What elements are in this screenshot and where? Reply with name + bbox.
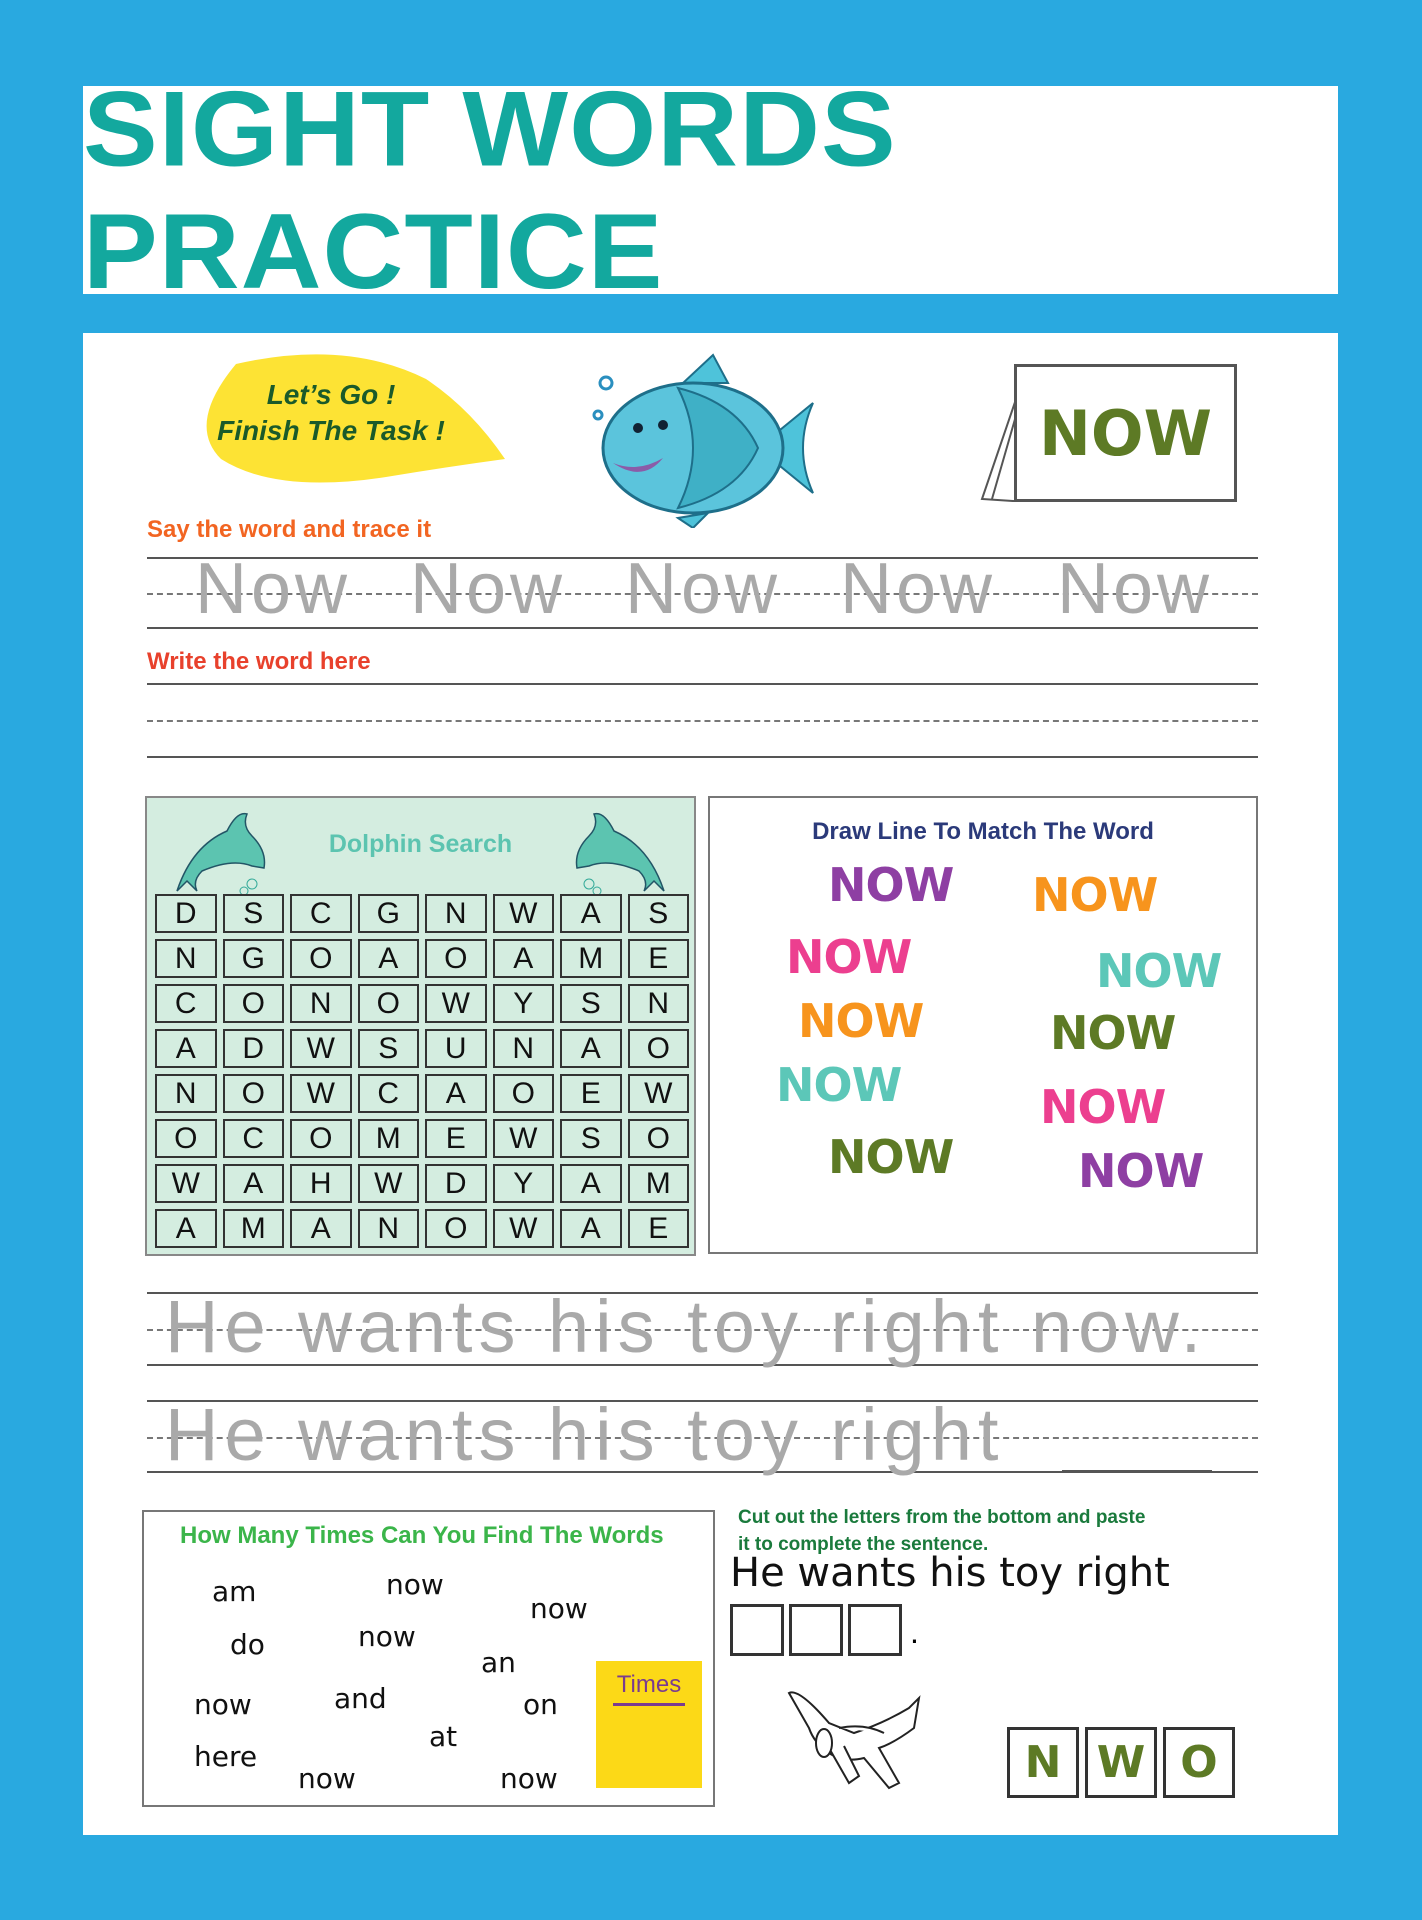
grid-cell[interactable]: M [223, 1209, 285, 1248]
match-word[interactable]: NOW [1032, 868, 1158, 922]
match-word[interactable]: NOW [828, 1130, 954, 1184]
find-word: now [194, 1688, 252, 1721]
cutout-letter[interactable]: O [1163, 1727, 1235, 1798]
word-search-title: Dolphin Search [328, 830, 513, 858]
grid-cell[interactable]: G [223, 939, 285, 978]
grid-cell[interactable]: A [290, 1209, 352, 1248]
grid-cell[interactable]: A [560, 1209, 622, 1248]
write-line[interactable] [147, 683, 1258, 685]
match-word[interactable]: NOW [1050, 1006, 1176, 1060]
match-word[interactable]: NOW [1096, 944, 1222, 998]
times-box[interactable] [596, 1661, 702, 1788]
grid-cell[interactable]: A [223, 1164, 285, 1203]
instruction-line-2: it to complete the sentence. [738, 1534, 989, 1555]
grid-cell[interactable]: A [560, 894, 622, 933]
grid-cell[interactable]: O [290, 1119, 352, 1158]
grid-cell[interactable]: W [358, 1164, 420, 1203]
find-word: now [500, 1762, 558, 1795]
grid-cell[interactable]: C [223, 1119, 285, 1158]
cutout-letter[interactable]: W [1085, 1727, 1157, 1798]
cut-sentence: He wants his toy right [730, 1550, 1170, 1596]
grid-cell[interactable]: S [628, 894, 690, 933]
grid-cell[interactable]: E [560, 1074, 622, 1113]
grid-cell[interactable]: A [493, 939, 555, 978]
grid-cell[interactable]: H [290, 1164, 352, 1203]
trace-word: Now [1057, 549, 1214, 629]
grid-cell[interactable]: O [425, 1209, 487, 1248]
grid-cell[interactable]: O [155, 1119, 217, 1158]
find-word: at [429, 1720, 458, 1753]
paste-box[interactable] [730, 1604, 784, 1656]
grid-cell[interactable]: A [560, 1029, 622, 1068]
grid-cell[interactable]: W [290, 1029, 352, 1068]
fish-illustration [588, 353, 818, 528]
grid-cell[interactable]: W [290, 1074, 352, 1113]
grid-cell[interactable]: O [493, 1074, 555, 1113]
grid-cell[interactable]: U [425, 1029, 487, 1068]
airplane-illustration [784, 1688, 934, 1796]
word-search-box [145, 796, 696, 1256]
match-word[interactable]: NOW [798, 994, 924, 1048]
grid-cell[interactable]: M [560, 939, 622, 978]
grid-cell[interactable]: N [425, 894, 487, 933]
bubble-line-1: Let’s Go ! [266, 379, 396, 410]
find-word: now [358, 1620, 416, 1653]
trace-word: Now [625, 549, 782, 629]
grid-cell[interactable]: M [358, 1119, 420, 1158]
word-card [980, 364, 1237, 502]
bubble-line-2: Finish The Task ! [217, 415, 445, 446]
grid-cell[interactable]: A [358, 939, 420, 978]
grid-cell[interactable]: W [493, 894, 555, 933]
grid-cell[interactable]: W [628, 1074, 690, 1113]
grid-cell[interactable]: S [560, 1119, 622, 1158]
find-word: on [523, 1688, 558, 1721]
match-word[interactable]: NOW [776, 1058, 902, 1112]
grid-cell[interactable]: O [223, 1074, 285, 1113]
paste-box[interactable] [848, 1604, 902, 1656]
write-line-dashed [147, 720, 1258, 722]
cutout-letter[interactable]: N [1007, 1727, 1079, 1798]
grid-cell[interactable]: Y [493, 1164, 555, 1203]
instruction-line-1: Cut out the letters from the bottom and paste [738, 1507, 1146, 1528]
grid-cell[interactable]: S [223, 894, 285, 933]
speech-bubble [196, 349, 505, 490]
find-word: now [386, 1568, 444, 1601]
sentence-trace-1: He wants his toy right now. [165, 1285, 1208, 1368]
page-title: SIGHT WORDS PRACTICE [83, 69, 897, 311]
grid-cell[interactable]: S [358, 1029, 420, 1068]
grid-cell[interactable]: C [290, 894, 352, 933]
grid-cell[interactable]: O [425, 939, 487, 978]
grid-cell[interactable]: W [493, 1119, 555, 1158]
grid-cell[interactable]: N [290, 984, 352, 1023]
grid-cell[interactable]: A [155, 1029, 217, 1068]
match-word[interactable]: NOW [786, 930, 912, 984]
find-word: do [230, 1628, 265, 1661]
match-title: Draw Line To Match The Word [812, 818, 1154, 845]
find-word: am [212, 1575, 257, 1608]
title-banner [83, 69, 1338, 311]
find-word: an [481, 1646, 516, 1679]
trace-label: Say the word and trace it [147, 516, 432, 543]
grid-cell[interactable]: W [155, 1164, 217, 1203]
find-word: now [298, 1762, 356, 1795]
times-label: Times [613, 1671, 685, 1706]
letter-grid [155, 894, 689, 1248]
grid-cell[interactable]: O [628, 1029, 690, 1068]
write-label: Write the word here [147, 648, 371, 675]
paste-box[interactable] [789, 1604, 843, 1656]
sentence-trace-2: He wants his toy right [165, 1393, 1005, 1476]
grid-cell[interactable]: O [223, 984, 285, 1023]
grid-cell[interactable]: E [425, 1119, 487, 1158]
grid-cell[interactable]: W [493, 1209, 555, 1248]
grid-cell[interactable]: M [628, 1164, 690, 1203]
grid-cell[interactable]: O [628, 1119, 690, 1158]
grid-cell[interactable]: A [425, 1074, 487, 1113]
grid-cell[interactable]: G [358, 894, 420, 933]
find-word: now [530, 1592, 588, 1625]
grid-cell[interactable]: C [155, 984, 217, 1023]
grid-cell[interactable]: N [493, 1029, 555, 1068]
answer-blank[interactable] [1062, 1470, 1212, 1473]
match-word[interactable]: NOW [1040, 1080, 1166, 1134]
sentence-period: . [910, 1614, 919, 1650]
card-word: NOW [1039, 396, 1212, 470]
grid-cell[interactable]: N [358, 1209, 420, 1248]
match-word[interactable]: NOW [828, 858, 954, 912]
write-line [147, 756, 1258, 758]
trace-word: Now [410, 549, 567, 629]
grid-cell[interactable]: N [155, 1074, 217, 1113]
trace-word: Now [840, 549, 997, 629]
grid-cell[interactable]: E [628, 939, 690, 978]
grid-cell[interactable]: W [425, 984, 487, 1023]
grid-cell[interactable]: E [628, 1209, 690, 1248]
grid-cell[interactable]: D [425, 1164, 487, 1203]
find-word: here [194, 1740, 258, 1773]
grid-cell[interactable]: N [155, 939, 217, 978]
grid-cell[interactable]: S [560, 984, 622, 1023]
grid-cell[interactable]: O [290, 939, 352, 978]
grid-cell[interactable]: A [560, 1164, 622, 1203]
find-word: and [334, 1682, 387, 1715]
grid-cell[interactable]: D [155, 894, 217, 933]
grid-cell[interactable]: C [358, 1074, 420, 1113]
grid-cell[interactable]: D [223, 1029, 285, 1068]
find-words-title: How Many Times Can You Find The Words [180, 1522, 664, 1549]
grid-cell[interactable]: O [358, 984, 420, 1023]
trace-word: Now [195, 549, 352, 629]
grid-cell[interactable]: Y [493, 984, 555, 1023]
grid-cell[interactable]: N [628, 984, 690, 1023]
match-word[interactable]: NOW [1078, 1144, 1204, 1198]
grid-cell[interactable]: A [155, 1209, 217, 1248]
